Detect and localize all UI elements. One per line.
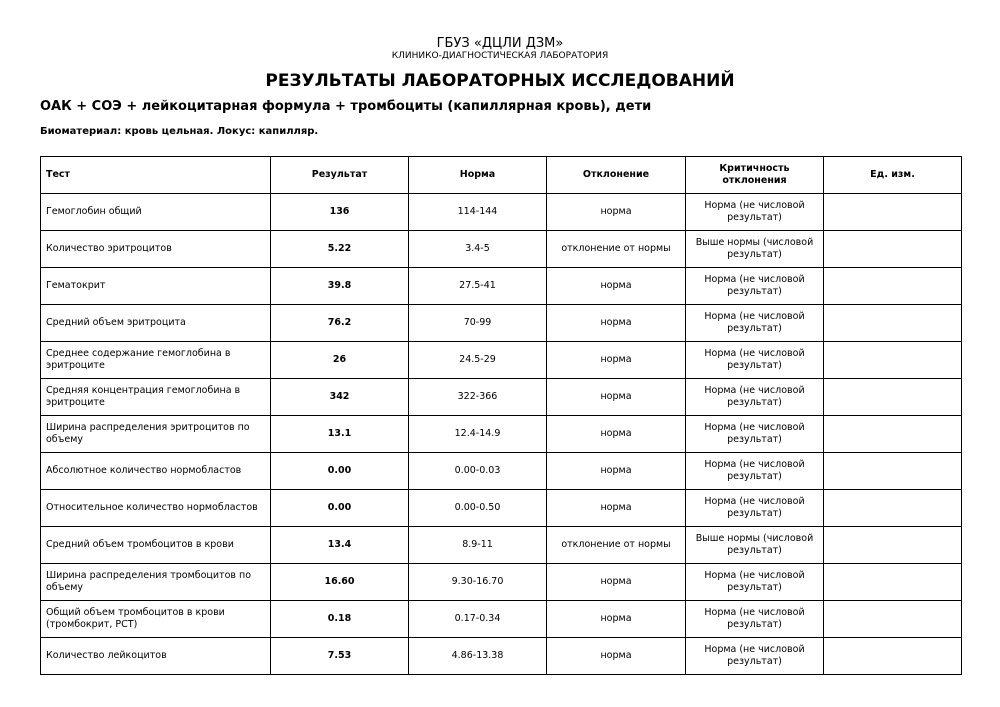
norm-range: 0.00-0.03 <box>409 453 547 490</box>
test-name: Гемоглобин общий <box>41 194 271 231</box>
unit-cell <box>824 564 962 601</box>
unit-cell <box>824 194 962 231</box>
criticality-status: Норма (не числовой результат) <box>686 490 824 527</box>
table-row <box>41 638 962 675</box>
results-body <box>41 194 962 675</box>
header-deviation: Отклонение <box>547 157 686 194</box>
table-row <box>41 268 962 305</box>
deviation-status: норма <box>547 194 686 231</box>
deviation-status: норма <box>547 638 686 675</box>
test-name: Гематокрит <box>41 268 271 305</box>
table-row <box>41 564 962 601</box>
test-name: Средняя концентрация гемоглобина в эритроците <box>41 379 271 416</box>
criticality-status: Выше нормы (числовой результат) <box>686 527 824 564</box>
org-name: ГБУЗ «ДЦЛИ ДЗМ» <box>436 36 564 51</box>
result-value: 136 <box>271 194 409 231</box>
criticality-status: Норма (не числовой результат) <box>686 416 824 453</box>
unit-cell <box>824 601 962 638</box>
result-value: 16.60 <box>271 564 409 601</box>
table-row <box>41 601 962 638</box>
deviation-status: отклонение от нормы <box>547 527 686 564</box>
test-name: Относительное количество нормобластов <box>41 490 271 527</box>
test-name: Средний объем тромбоцитов в крови <box>41 527 271 564</box>
panel-name: ОАК + СОЭ + лейкоцитарная формула + тромбоциты (капиллярная кровь), дети <box>40 99 652 114</box>
table-row <box>41 379 962 416</box>
unit-cell <box>824 527 962 564</box>
table-row <box>41 527 962 564</box>
deviation-status: норма <box>547 379 686 416</box>
result-value: 5.22 <box>271 231 409 268</box>
test-name: Ширина распределения эритроцитов по объему <box>41 416 271 453</box>
test-name: Среднее содержание гемоглобина в эритроците <box>41 342 271 379</box>
criticality-status: Норма (не числовой результат) <box>686 342 824 379</box>
table-row <box>41 342 962 379</box>
result-value: 0.18 <box>271 601 409 638</box>
table-row <box>41 194 962 231</box>
norm-range: 3.4-5 <box>409 231 547 268</box>
unit-cell <box>824 416 962 453</box>
norm-range: 114-144 <box>409 194 547 231</box>
norm-range: 322-366 <box>409 379 547 416</box>
unit-cell <box>824 231 962 268</box>
unit-cell <box>824 342 962 379</box>
table-row <box>41 305 962 342</box>
criticality-status: Норма (не числовой результат) <box>686 638 824 675</box>
deviation-status: норма <box>547 490 686 527</box>
unit-cell <box>824 638 962 675</box>
test-name: Средний объем эритроцита <box>41 305 271 342</box>
biomaterial-info: Биоматериал: кровь цельная. Локус: капилляр. <box>40 126 319 137</box>
results-table <box>40 156 962 675</box>
deviation-status: отклонение от нормы <box>547 231 686 268</box>
test-name: Абсолютное количество нормобластов <box>41 453 271 490</box>
deviation-status: норма <box>547 601 686 638</box>
criticality-status: Норма (не числовой результат) <box>686 601 824 638</box>
table-header-row <box>41 157 962 194</box>
header-unit: Ед. изм. <box>824 157 962 194</box>
deviation-status: норма <box>547 453 686 490</box>
norm-range: 24.5-29 <box>409 342 547 379</box>
unit-cell <box>824 305 962 342</box>
deviation-status: норма <box>547 564 686 601</box>
test-name: Количество лейкоцитов <box>41 638 271 675</box>
unit-cell <box>824 453 962 490</box>
header-result: Результат <box>271 157 409 194</box>
result-value: 0.00 <box>271 453 409 490</box>
header-test: Тест <box>41 157 271 194</box>
test-name: Количество эритроцитов <box>41 231 271 268</box>
result-value: 13.4 <box>271 527 409 564</box>
unit-cell <box>824 490 962 527</box>
norm-range: 0.17-0.34 <box>409 601 547 638</box>
criticality-status: Норма (не числовой результат) <box>686 379 824 416</box>
table-row <box>41 453 962 490</box>
deviation-status: норма <box>547 268 686 305</box>
norm-range: 4.86-13.38 <box>409 638 547 675</box>
table-row <box>41 231 962 268</box>
criticality-status: Норма (не числовой результат) <box>686 268 824 305</box>
criticality-status: Норма (не числовой результат) <box>686 194 824 231</box>
deviation-status: норма <box>547 342 686 379</box>
page-title: РЕЗУЛЬТАТЫ ЛАБОРАТОРНЫХ ИССЛЕДОВАНИЙ <box>265 71 735 91</box>
deviation-status: норма <box>547 416 686 453</box>
header-criticality: Критичность отклонения <box>686 157 824 194</box>
unit-cell <box>824 379 962 416</box>
criticality-status: Норма (не числовой результат) <box>686 305 824 342</box>
norm-range: 0.00-0.50 <box>409 490 547 527</box>
criticality-status: Выше нормы (числовой результат) <box>686 231 824 268</box>
norm-range: 9.30-16.70 <box>409 564 547 601</box>
test-name: Общий объем тромбоцитов в крови (тромбокрит, PCT) <box>41 601 271 638</box>
deviation-status: норма <box>547 305 686 342</box>
norm-range: 70-99 <box>409 305 547 342</box>
unit-cell <box>824 268 962 305</box>
result-value: 76.2 <box>271 305 409 342</box>
result-value: 7.53 <box>271 638 409 675</box>
result-value: 342 <box>271 379 409 416</box>
norm-range: 12.4-14.9 <box>409 416 547 453</box>
result-value: 13.1 <box>271 416 409 453</box>
result-value: 0.00 <box>271 490 409 527</box>
header-norm: Норма <box>409 157 547 194</box>
norm-range: 8.9-11 <box>409 527 547 564</box>
result-value: 26 <box>271 342 409 379</box>
table-row <box>41 416 962 453</box>
norm-range: 27.5-41 <box>409 268 547 305</box>
criticality-status: Норма (не числовой результат) <box>686 453 824 490</box>
criticality-status: Норма (не числовой результат) <box>686 564 824 601</box>
test-name: Ширина распределения тромбоцитов по объему <box>41 564 271 601</box>
table-row <box>41 490 962 527</box>
result-value: 39.8 <box>271 268 409 305</box>
lab-subtitle: КЛИНИКО-ДИАГНОСТИЧЕСКАЯ ЛАБОРАТОРИЯ <box>391 51 609 61</box>
